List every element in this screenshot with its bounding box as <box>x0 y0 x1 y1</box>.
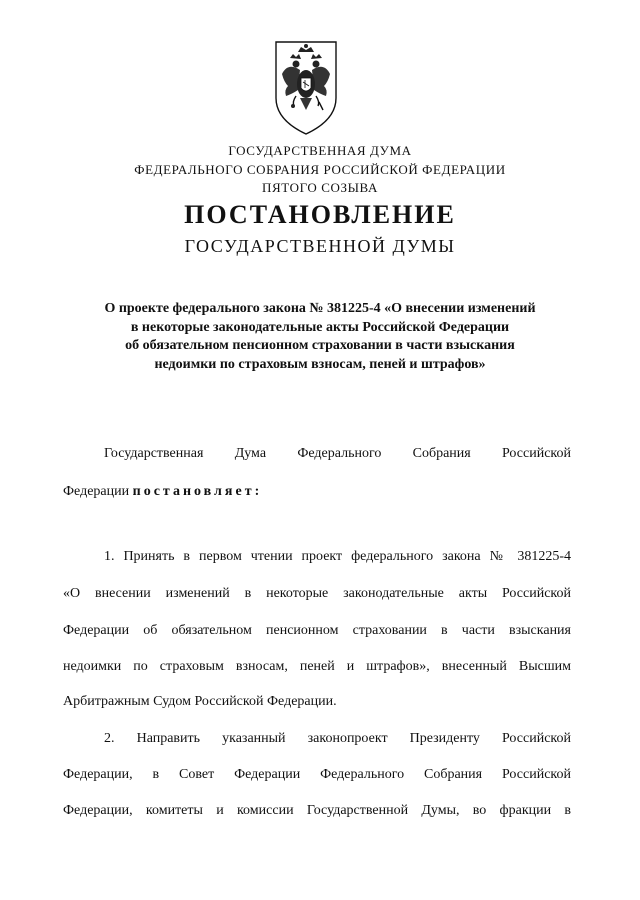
item1-line: Арбитражным Судом Российской Федерации. <box>63 694 337 709</box>
document-subtitle: ГОСУДАРСТВЕННОЙ ДУМЫ <box>184 236 456 256</box>
subject-line: недоимки по страховым взносам, пеней и штрафов» <box>154 356 486 372</box>
header-line-1: ГОСУДАРСТВЕННАЯ ДУМА <box>228 143 412 158</box>
preamble-line <box>63 484 571 500</box>
item2-line: 2. Направить указанный законопроект Президенту Российской <box>104 731 571 746</box>
subject-line: в некоторые законодательные акты Российской Федерации <box>130 319 510 335</box>
subject-line: об обязательном пенсионном страховании в части взыскания <box>125 338 515 353</box>
header-line-2: ФЕДЕРАЛЬНОГО СОБРАНИЯ РОССИЙСКОЙ ФЕДЕРАЦИИ <box>134 162 506 177</box>
preamble-resolves: постановляет: <box>132 484 263 499</box>
item1-line: «О внесении изменений в некоторые законодательные акты Российской <box>63 586 571 601</box>
subject-line: О проекте федерального закона № 381225-4 «О внесении изменений <box>104 301 536 316</box>
preamble-line: Государственная Дума Федерального Собрания Российской <box>104 446 571 461</box>
item1-line: Федерации об обязательном пенсионном страховании в части взыскания <box>63 623 571 638</box>
item1-line: недоимки по страховым взносам, пеней и штрафов», внесенный Высшим <box>63 659 571 674</box>
document-subject <box>0 300 640 374</box>
item2-line: Федерации, комитеты и комиссии Государственной Думы, во фракции в <box>63 803 571 818</box>
header-line-3: ПЯТОГО СОЗЫВА <box>262 180 378 195</box>
item1-line: 1. Принять в первом чтении проект федерального закона № 381225-4 <box>104 549 571 564</box>
preamble-prefix: Федерации <box>63 484 133 499</box>
coat-of-arms-icon <box>270 38 342 138</box>
document-title: ПОСТАНОВЛЕНИЕ <box>184 200 456 229</box>
item2-line: Федерации, в Совет Федерации Федерального Собрания Российской <box>63 767 571 782</box>
